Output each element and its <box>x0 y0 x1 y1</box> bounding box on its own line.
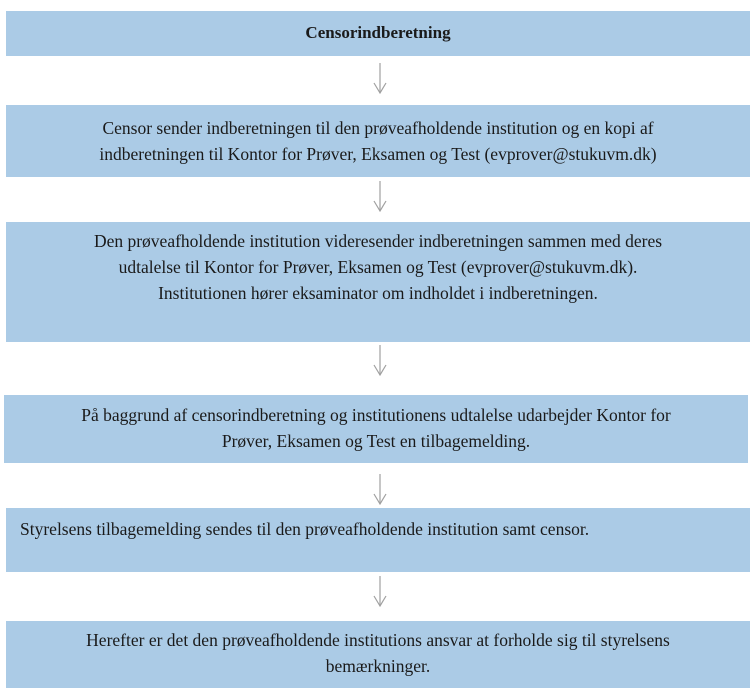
arrow-down-icon <box>372 181 388 213</box>
step-line: Prøver, Eksamen og Test en tilbagemelding. <box>221 431 531 451</box>
flow-step-office-feedback <box>4 395 748 463</box>
step-text <box>6 105 750 167</box>
step-text <box>4 395 748 454</box>
step-line: Styrelsens tilbagemelding sendes til den prøveafholdende institution samt censor. <box>20 519 590 539</box>
step-line: udtalelse til Kontor for Prøver, Eksamen og Test (evprover@stukuvm.dk). <box>118 257 638 277</box>
flow-step-institution-forwards <box>6 222 750 342</box>
step-text <box>6 621 750 679</box>
step-line: Censor sender indberetningen til den prøveafholdende institution og en kopi af <box>102 118 654 138</box>
step-line: Den prøveafholdende institution videresender indberetningen sammen med deres <box>93 231 663 251</box>
arrow-down-icon <box>372 345 388 377</box>
step-line: indberetningen til Kontor for Prøver, Eksamen og Test (evprover@stukuvm.dk) <box>99 144 657 164</box>
flow-step-censor-sends <box>6 105 750 177</box>
step-text <box>6 508 750 542</box>
step-line: Censorindberetning <box>305 23 451 42</box>
step-line: bemærkninger. <box>325 656 431 676</box>
flow-step-title <box>6 11 750 56</box>
arrow-down-icon <box>372 576 388 608</box>
flow-step-institution-responsibility <box>6 621 750 688</box>
flow-step-feedback-sent <box>6 508 750 572</box>
step-line: Herefter er det den prøveafholdende institutions ansvar at forholde sig til styrelsens <box>86 630 670 650</box>
step-line: På baggrund af censorindberetning og institutionens udtalelse udarbejder Kontor for <box>81 405 671 425</box>
step-text <box>6 222 750 306</box>
step-text <box>6 11 750 46</box>
step-line: Institutionen hører eksaminator om indholdet i indberetningen. <box>158 283 598 303</box>
arrow-down-icon <box>372 63 388 95</box>
arrow-down-icon <box>372 474 388 506</box>
